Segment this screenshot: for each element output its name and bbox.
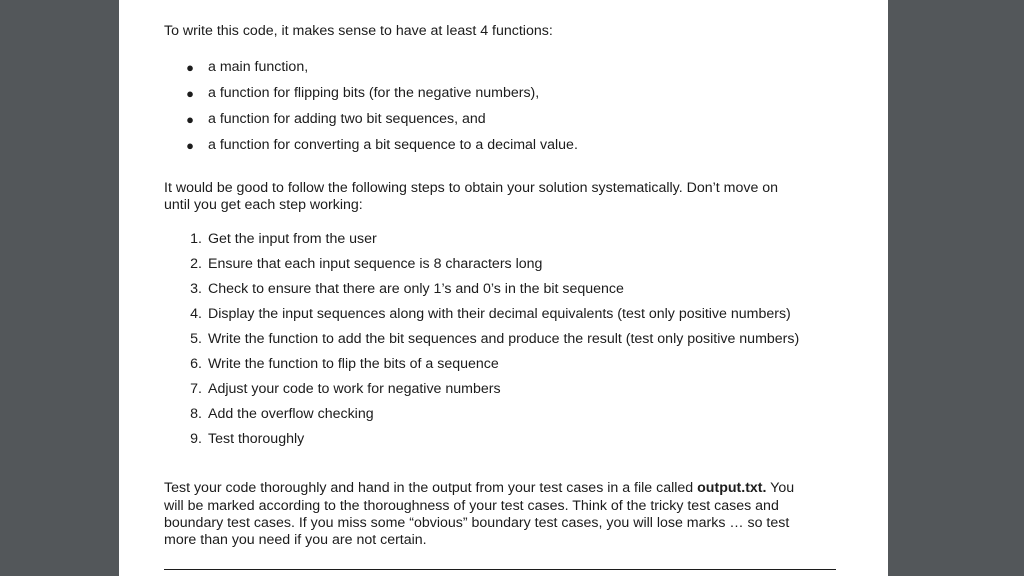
step-number: 5. <box>190 331 202 347</box>
output-filename: output.txt. <box>697 480 767 496</box>
functions-intro: To write this code, it makes sense to have at least 4 functions: <box>164 23 553 39</box>
list-item-text: a main function, <box>208 59 309 75</box>
step-number: 3. <box>190 281 202 297</box>
bullet-icon: ● <box>186 112 194 127</box>
closing-text: You <box>766 480 795 496</box>
list-item-text: a function for adding two bit sequences, and <box>208 111 486 127</box>
step-number: 1. <box>190 231 202 247</box>
steps-intro-line-1: It would be good to follow the following steps to obtain your solution systematically. Don’t move on <box>164 180 779 196</box>
step-number: 6. <box>190 356 202 372</box>
step-number: 8. <box>190 406 202 422</box>
step-number: 7. <box>190 381 202 397</box>
step-number: 4. <box>190 306 202 322</box>
steps-intro-line-2: until you get each step working: <box>164 197 363 213</box>
step-text: Display the input sequences along with their decimal equivalents (test only positive numbers) <box>208 306 791 322</box>
step-text: Write the function to add the bit sequences and produce the result (test only positive numbers) <box>208 331 800 347</box>
list-item-text: a function for converting a bit sequence to a decimal value. <box>208 137 578 153</box>
closing-line-4: more than you need if you are not certain. <box>164 532 427 548</box>
closing-line-3: boundary test cases. If you miss some “obvious” boundary test cases, you will lose marks … so test <box>164 515 790 531</box>
step-number: 9. <box>190 431 202 447</box>
step-text: Get the input from the user <box>208 231 377 247</box>
step-text: Ensure that each input sequence is 8 characters long <box>208 256 543 272</box>
horizontal-rule <box>164 569 836 570</box>
list-item-text: a function for flipping bits (for the negative numbers), <box>208 85 540 101</box>
step-text: Check to ensure that there are only 1’s and 0’s in the bit sequence <box>208 281 624 297</box>
bullet-icon: ● <box>186 60 194 75</box>
closing-text: Test your code thoroughly and hand in the output from your test cases in a file called <box>164 480 698 496</box>
step-number: 2. <box>190 256 202 272</box>
step-text: Add the overflow checking <box>208 406 374 422</box>
bullet-icon: ● <box>186 138 194 153</box>
document-page <box>119 0 888 576</box>
step-text: Test thoroughly <box>208 431 305 447</box>
bullet-icon: ● <box>186 86 194 101</box>
step-text: Adjust your code to work for negative numbers <box>208 381 501 397</box>
closing-line-1 <box>164 480 794 497</box>
step-text: Write the function to flip the bits of a sequence <box>208 356 499 372</box>
closing-line-2: will be marked according to the thoroughness of your test cases. Think of the tricky test cases and <box>164 498 779 514</box>
